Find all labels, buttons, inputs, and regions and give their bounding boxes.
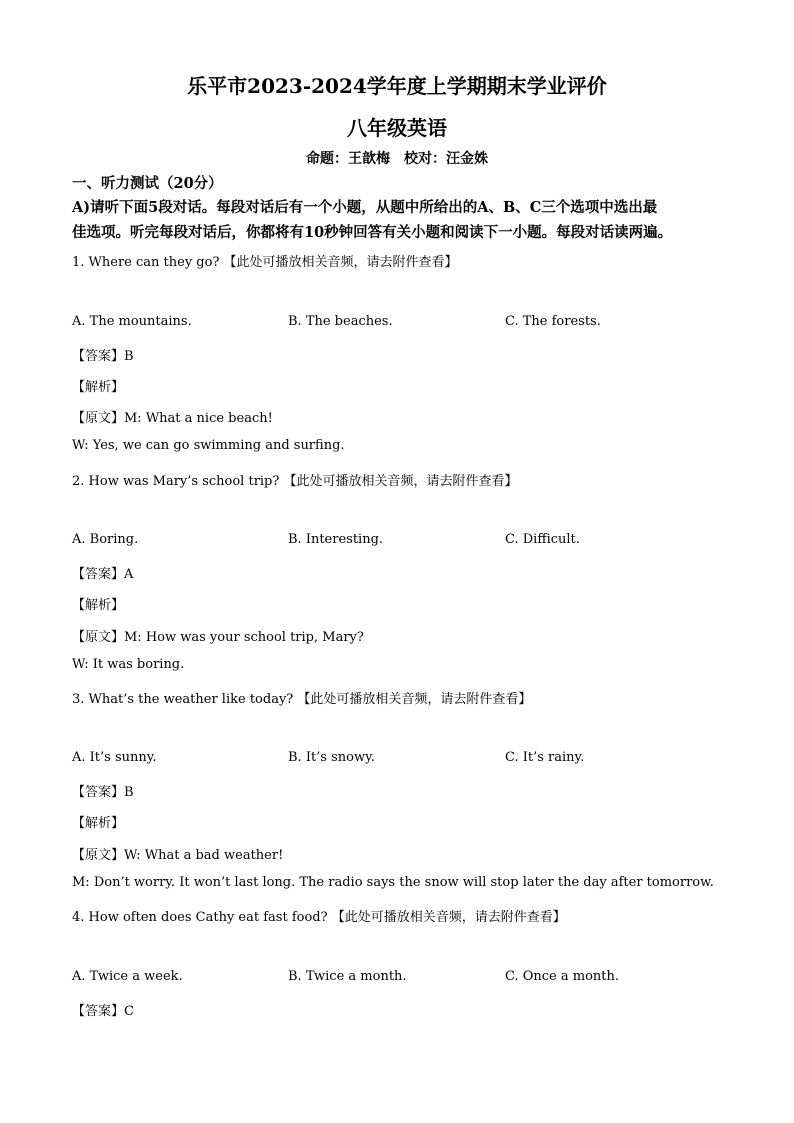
option-c: C. It’s rainy. (505, 750, 585, 765)
author-credits: 命题：王歆梅 校对：汪金姝 (306, 151, 488, 167)
option-a: A. Boring. (72, 532, 139, 547)
option-c: C. Difficult. (505, 532, 580, 547)
transcript-line: 【原文】M: What a nice beach! (72, 411, 273, 426)
answer-label: 【答案】B (72, 785, 134, 800)
option-b: B. Interesting. (288, 532, 384, 547)
transcript-line: 【原文】W: What a bad weather! (72, 848, 284, 863)
transcript-line: W: Yes, we can go swimming and surfing. (72, 438, 345, 453)
document-subtitle: 八年级英语 (347, 116, 447, 140)
instruction-line-2: 佳选项。听完每段对话后，你都将有10秒钟回答有关小题和阅读下一小题。每段对话读两遍。 (72, 224, 673, 241)
option-c: C. Once a month. (505, 969, 620, 984)
answer-label: 【答案】A (72, 567, 134, 582)
answer-label: 【答案】C (72, 1004, 134, 1019)
option-b: B. The beaches. (288, 314, 393, 329)
option-a: A. The mountains. (72, 314, 192, 329)
answer-label: 【答案】B (72, 349, 134, 364)
option-c: C. The forests. (505, 314, 601, 329)
question-stem-2: 2. How was Mary’s school trip? 【此处可播放相关音频，请去附件查看】 (72, 474, 518, 489)
option-b: B. It’s snowy. (288, 750, 375, 765)
transcript-line: W: It was boring. (72, 657, 185, 672)
question-stem-3: 3. What’s the weather like today? 【此处可播放相关音频，请去附件查看】 (72, 692, 532, 707)
document-title: 乐平市2023-2024学年度上学期期末学业评价 (187, 74, 607, 98)
question-stem-1: 1. Where can they go? 【此处可播放相关音频，请去附件查看】 (72, 255, 458, 270)
transcript-line: M: Don’t worry. It won’t last long. The radio says the snow will stop later the day after tomorrow. (72, 875, 714, 890)
analysis-label: 【解析】 (72, 816, 125, 831)
option-b: B. Twice a month. (288, 969, 407, 984)
analysis-label: 【解析】 (72, 380, 125, 395)
question-stem-4: 4. How often does Cathy eat fast food? 【此处可播放相关音频，请去附件查看】 (72, 910, 566, 925)
option-a: A. Twice a week. (72, 969, 183, 984)
option-a: A. It’s sunny. (72, 750, 157, 765)
section-heading: 一、听力测试（20分） (72, 175, 223, 192)
instruction-line-1: A)请听下面5段对话。每段对话后有一个小题，从题中所给出的A、B、C三个选项中选出最 (72, 199, 658, 216)
transcript-line: 【原文】M: How was your school trip, Mary? (72, 630, 364, 645)
analysis-label: 【解析】 (72, 598, 125, 613)
